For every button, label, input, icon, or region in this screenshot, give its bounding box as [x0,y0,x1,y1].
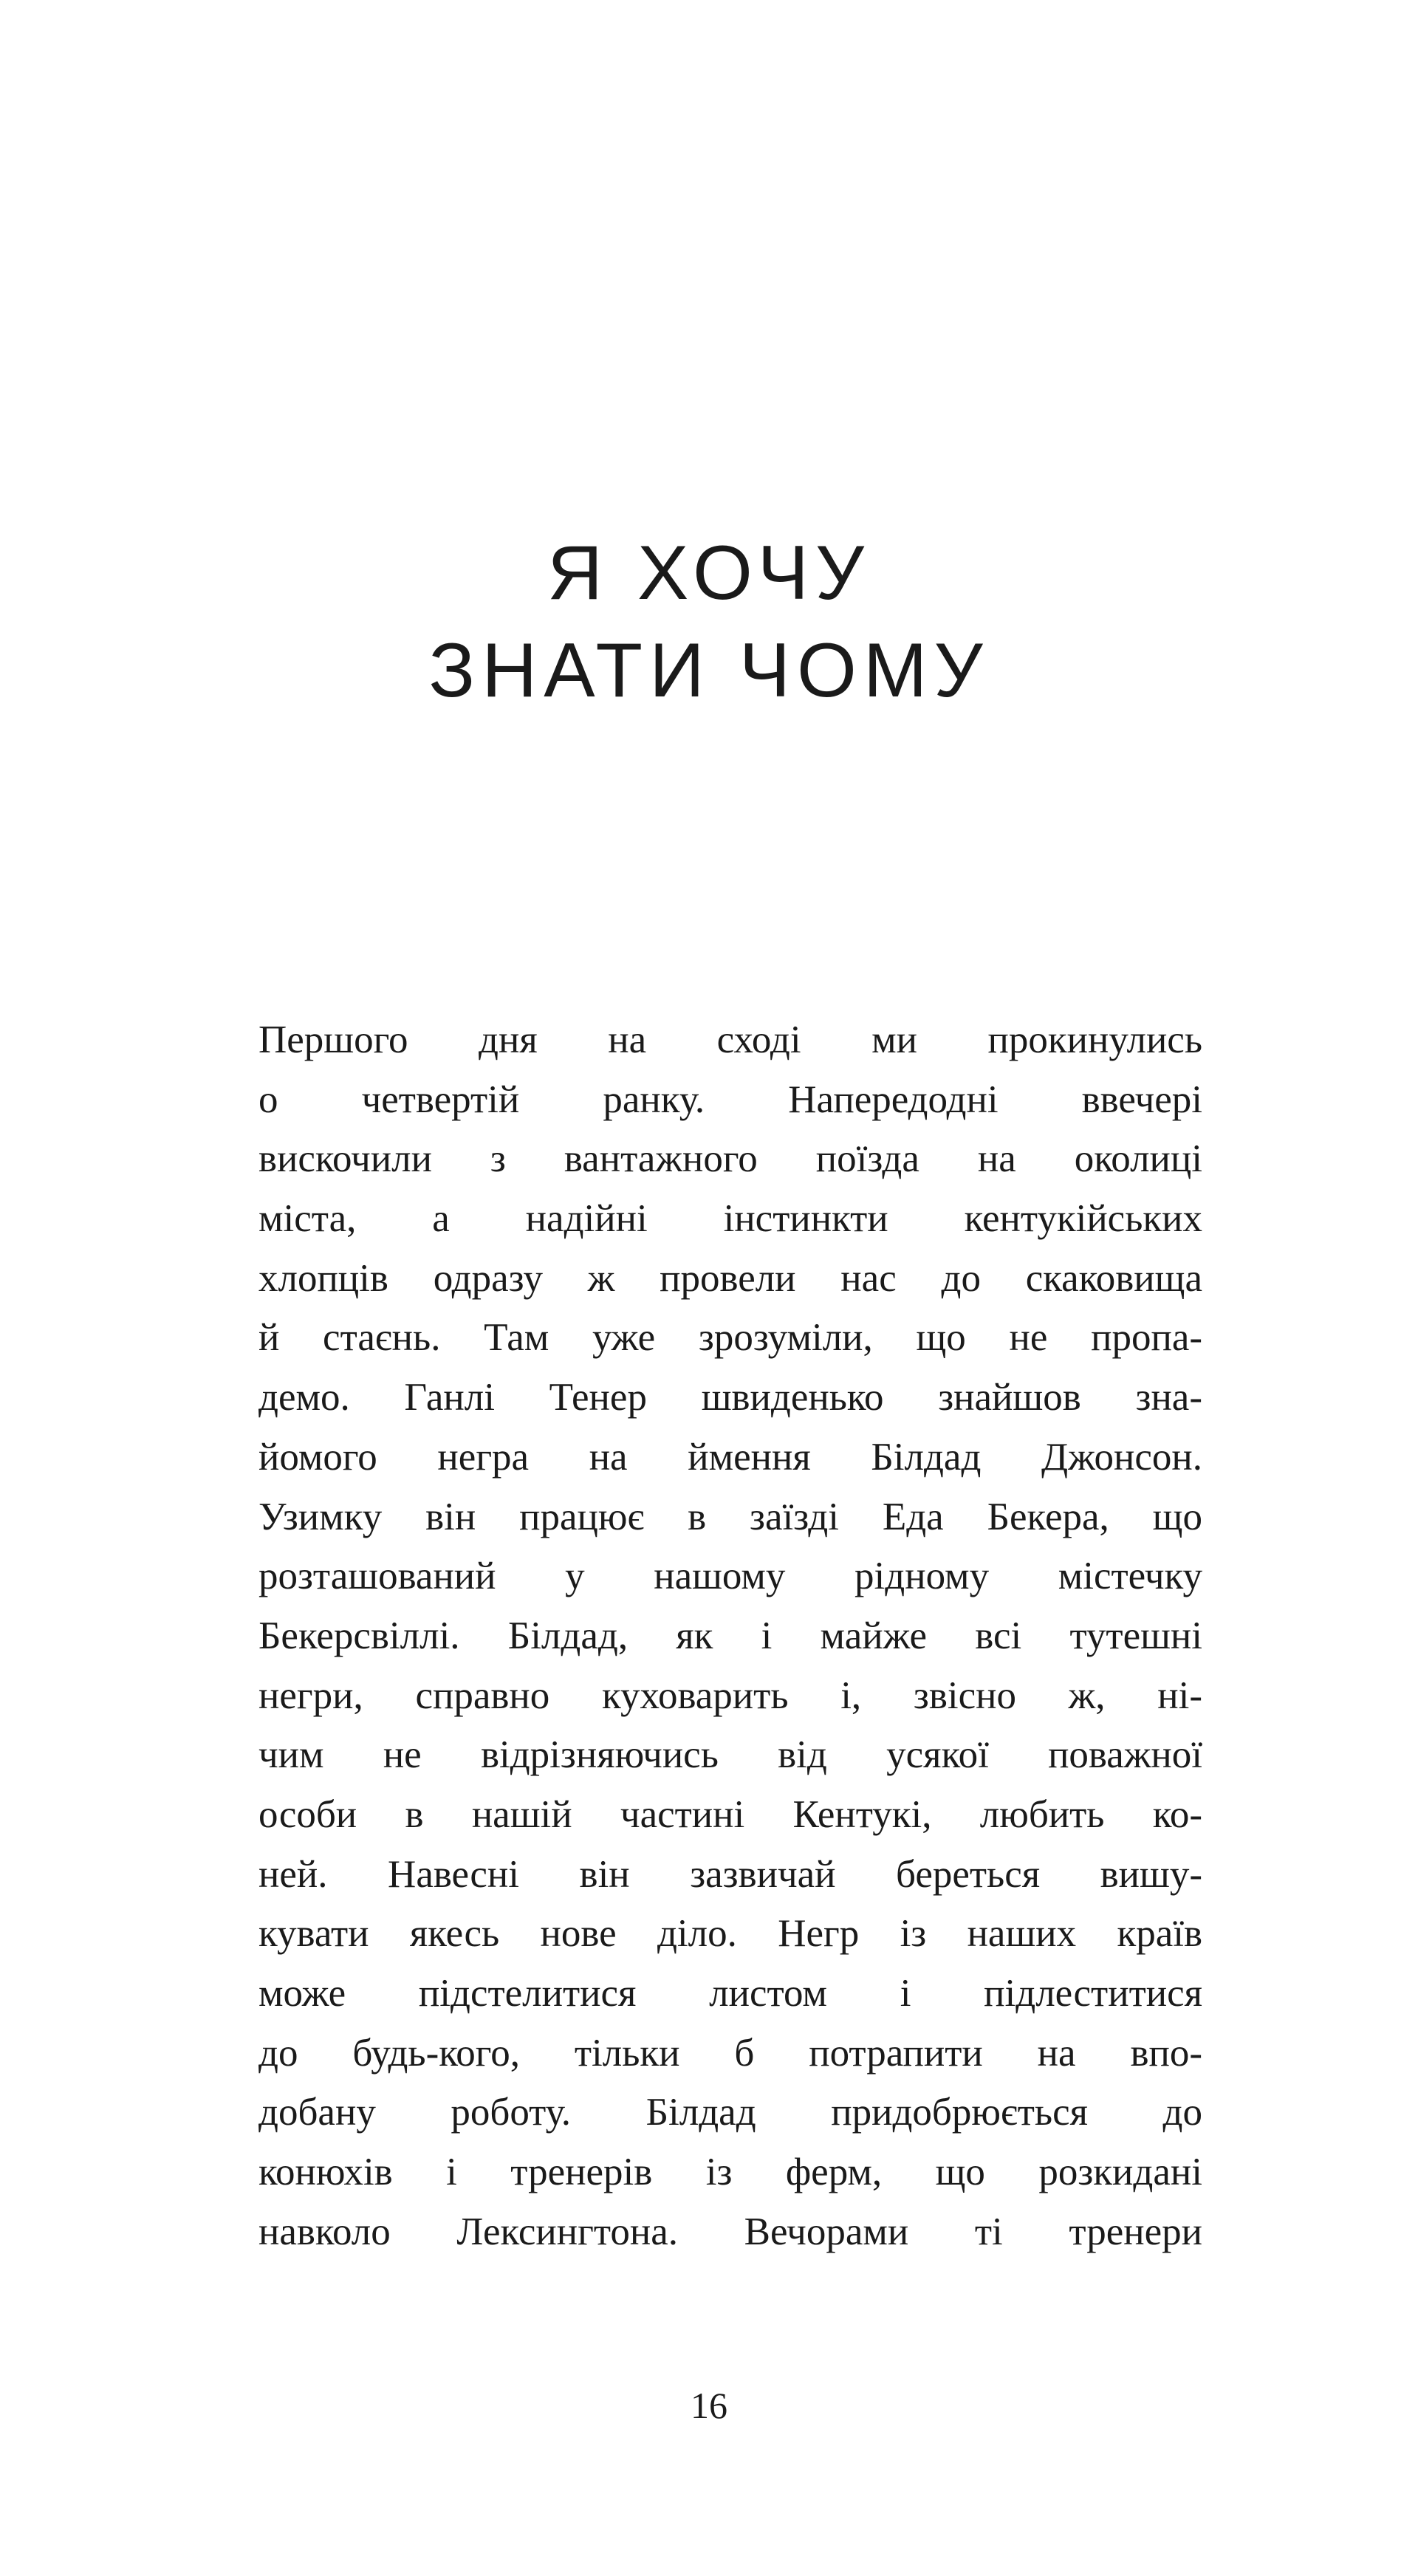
body-line: ней. Навесні він зазвичай береться вишу- [258,1852,1202,1896]
chapter-title-line: ЗНАТИ ЧОМУ [428,628,990,713]
body-line: о четвертій ранку. Напередодні ввечері [258,1078,1202,1121]
body-line: демо. Ганлі Тенер швиденько знайшов зна- [258,1376,1202,1419]
body-line: Бекерсвіллі. Білдад, як і майже всі тутешні [258,1614,1202,1657]
body-line: може підстелитися листом і підлеститися [258,1972,1202,2015]
page-number: 16 [691,2385,727,2426]
body-line: Узимку він працює в заїзді Еда Бекера, що [258,1495,1202,1538]
body-line: добану роботу. Білдад придобрюється до [258,2091,1202,2134]
body-line: негри, справно куховарить і, звісно ж, ні- [258,1674,1202,1717]
body-line: конюхів і тренерів із ферм, що розкидані [258,2151,1202,2194]
body-line: кувати якесь нове діло. Негр із наших країв [258,1912,1202,1956]
body-text [258,1010,1202,2261]
body-line: йомого негра на ймення Білдад Джонсон. [258,1435,1202,1479]
chapter-title [0,524,1418,719]
body-line: особи в нашій частині Кентукі, любить ко- [258,1792,1202,1836]
chapter-title-line: Я ХОЧУ [547,530,871,616]
body-line: розташований у нашому рідному містечку [258,1555,1202,1598]
body-line: до будь-кого, тільки б потрапити на впо- [258,2031,1202,2075]
body-line: вискочили з вантажного поїзда на околиці [258,1137,1202,1181]
body-line: навколо Лексингтона. Вечорами ті тренери [258,2210,1202,2253]
body-line: Першого дня на сході ми прокинулись [258,1018,1202,1061]
body-line: чим не відрізняючись від усякої поважної [258,1733,1202,1777]
body-line: й стаєнь. Там уже зрозуміли, що не пропа- [258,1316,1202,1360]
body-line: хлопців одразу ж провели нас до скаковища [258,1256,1202,1300]
body-line: міста, а надійні інстинкти кентукійських [258,1197,1202,1241]
